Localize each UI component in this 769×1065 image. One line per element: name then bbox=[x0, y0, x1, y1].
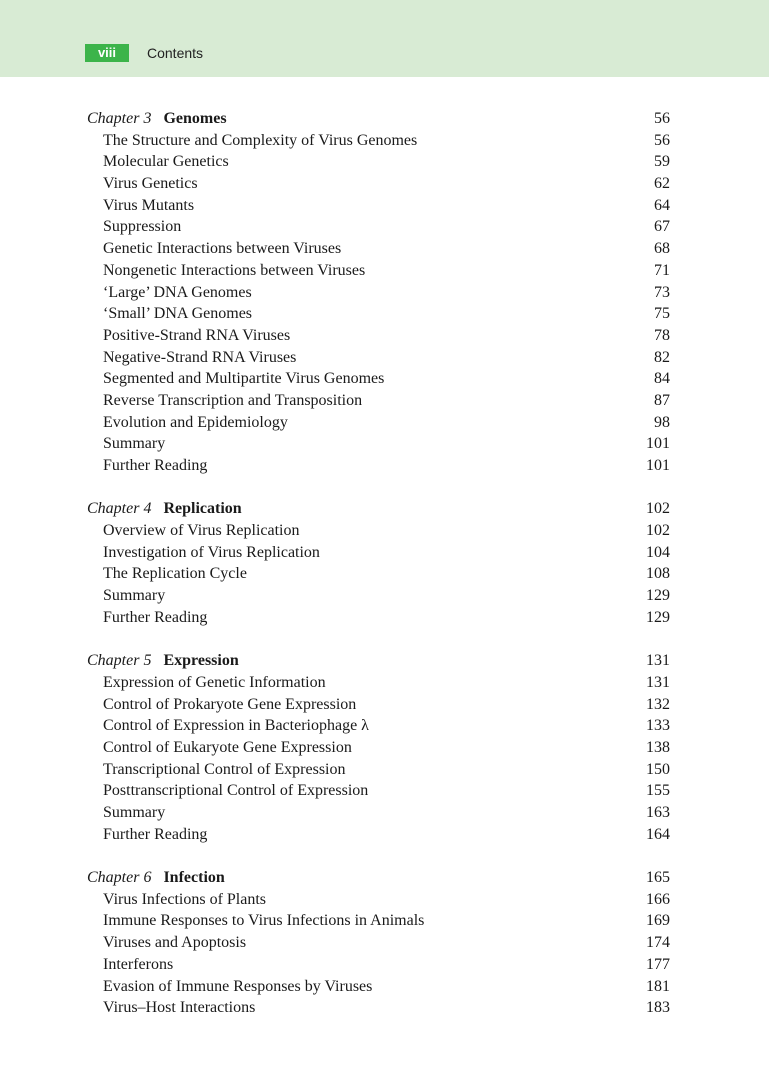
toc-entry[interactable] bbox=[87, 130, 670, 152]
toc-entry-page-number: 169 bbox=[646, 912, 670, 930]
chapter-block bbox=[87, 108, 670, 477]
toc-entry[interactable] bbox=[87, 238, 670, 260]
toc-entry-page-number: 166 bbox=[646, 890, 670, 908]
toc-entry[interactable] bbox=[87, 368, 670, 390]
toc-entry-title: Control of Expression in Bacteriophage λ bbox=[103, 717, 369, 735]
toc-entry[interactable] bbox=[87, 585, 670, 607]
toc-entry-page-number: 84 bbox=[654, 370, 670, 388]
toc-entry[interactable] bbox=[87, 759, 670, 781]
toc-entry-page-number: 68 bbox=[654, 240, 670, 258]
toc-entry-title: Negative-Strand RNA Viruses bbox=[103, 348, 297, 366]
toc-entry-page-number: 133 bbox=[646, 717, 670, 735]
toc-entry[interactable] bbox=[87, 976, 670, 998]
toc-entry-title: Interferons bbox=[103, 955, 174, 973]
chapter-page-number: 56 bbox=[654, 110, 670, 127]
toc-entry[interactable] bbox=[87, 997, 670, 1019]
toc-entry-page-number: 174 bbox=[646, 934, 670, 952]
toc-entry[interactable] bbox=[87, 260, 670, 282]
chapter-page-number: 165 bbox=[646, 869, 670, 887]
toc-entry[interactable] bbox=[87, 563, 670, 585]
table-of-contents bbox=[87, 108, 670, 1041]
toc-entry-page-number: 71 bbox=[654, 261, 670, 279]
toc-entry[interactable] bbox=[87, 151, 670, 173]
toc-entry-page-number: 101 bbox=[646, 457, 670, 474]
chapter-number: Chapter 4 bbox=[87, 500, 152, 518]
toc-entry[interactable] bbox=[87, 932, 670, 954]
chapter-number: Chapter 6 bbox=[87, 869, 152, 887]
toc-entry-title: Evasion of Immune Responses by Viruses bbox=[103, 977, 373, 995]
chapter-page-number: 131 bbox=[646, 652, 670, 670]
toc-entry[interactable] bbox=[87, 216, 670, 238]
toc-entry[interactable] bbox=[87, 824, 670, 846]
toc-entry-title: Virus Mutants bbox=[103, 196, 195, 214]
toc-entry-page-number: 108 bbox=[646, 565, 670, 583]
toc-entry-page-number: 75 bbox=[654, 305, 670, 323]
toc-entry-page-number: 56 bbox=[654, 131, 670, 149]
toc-entry-title: Genetic Interactions between Viruses bbox=[103, 240, 342, 258]
toc-entry[interactable] bbox=[87, 954, 670, 976]
toc-entry-page-number: 131 bbox=[646, 673, 670, 691]
toc-entry-page-number: 101 bbox=[646, 435, 670, 453]
running-header bbox=[0, 0, 769, 77]
toc-entry[interactable] bbox=[87, 802, 670, 824]
toc-entry-title: Further Reading bbox=[103, 608, 208, 626]
toc-entry-page-number: 177 bbox=[646, 955, 670, 973]
chapter-heading[interactable] bbox=[87, 650, 670, 672]
toc-entry[interactable] bbox=[87, 325, 670, 347]
toc-entry-page-number: 78 bbox=[654, 326, 670, 344]
toc-entry-title: Viruses and Apoptosis bbox=[103, 934, 247, 952]
chapter-title: Infection bbox=[163, 869, 225, 887]
toc-entry-title: Immune Responses to Virus Infections in Animals bbox=[103, 912, 425, 930]
toc-entry-page-number: 73 bbox=[654, 283, 670, 301]
chapter-block bbox=[87, 867, 670, 1019]
toc-entry[interactable] bbox=[87, 542, 670, 564]
toc-entry[interactable] bbox=[87, 390, 670, 412]
toc-entry-page-number: 129 bbox=[646, 608, 670, 626]
chapter-title: Genomes bbox=[163, 110, 227, 127]
toc-entry-title: Overview of Virus Replication bbox=[103, 522, 300, 540]
toc-entry-page-number: 132 bbox=[646, 695, 670, 713]
toc-entry-title: Segmented and Multipartite Virus Genomes bbox=[103, 370, 385, 388]
toc-entry-title: Summary bbox=[103, 587, 166, 605]
toc-entry[interactable] bbox=[87, 672, 670, 694]
toc-entry[interactable] bbox=[87, 347, 670, 369]
toc-entry-title: Virus Genetics bbox=[103, 175, 198, 193]
chapter-title: Replication bbox=[163, 500, 242, 518]
toc-entry-title: Investigation of Virus Replication bbox=[103, 543, 320, 561]
toc-entry[interactable] bbox=[87, 520, 670, 542]
toc-entry[interactable] bbox=[87, 737, 670, 759]
toc-entry-title: Virus–Host Interactions bbox=[103, 999, 256, 1017]
toc-entry-title: Expression of Genetic Information bbox=[103, 673, 326, 691]
toc-entry[interactable] bbox=[87, 282, 670, 304]
toc-entry-page-number: 138 bbox=[646, 738, 670, 756]
chapter-number: Chapter 3 bbox=[87, 110, 152, 127]
toc-entry[interactable] bbox=[87, 780, 670, 802]
toc-entry-page-number: 183 bbox=[646, 999, 670, 1017]
chapter-block bbox=[87, 650, 670, 845]
toc-entry-title: Control of Eukaryote Gene Expression bbox=[103, 738, 352, 756]
chapter-block bbox=[87, 498, 670, 628]
toc-entry-title: Further Reading bbox=[103, 825, 208, 843]
page-number-badge: viii bbox=[85, 44, 129, 62]
toc-entry-page-number: 59 bbox=[654, 153, 670, 171]
chapter-number: Chapter 5 bbox=[87, 652, 152, 670]
toc-entry[interactable] bbox=[87, 889, 670, 911]
running-header-title: Contents bbox=[147, 45, 204, 61]
toc-entry[interactable] bbox=[87, 455, 670, 477]
toc-entry-title: Reverse Transcription and Transposition bbox=[103, 391, 363, 409]
toc-entry-page-number: 87 bbox=[654, 391, 670, 409]
toc-entry-title: Molecular Genetics bbox=[103, 153, 229, 171]
toc-entry-title: Virus Infections of Plants bbox=[103, 890, 267, 908]
toc-entry[interactable] bbox=[87, 195, 670, 217]
toc-entry[interactable] bbox=[87, 715, 670, 737]
toc-entry-page-number: 64 bbox=[654, 196, 670, 214]
toc-entry-title: The Structure and Complexity of Virus Genomes bbox=[103, 131, 418, 149]
toc-entry-title: Summary bbox=[103, 435, 166, 453]
toc-entry-page-number: 82 bbox=[654, 348, 670, 366]
toc-entry[interactable] bbox=[87, 412, 670, 434]
toc-entry-title: The Replication Cycle bbox=[103, 565, 247, 583]
toc-entry[interactable] bbox=[87, 173, 670, 195]
toc-entry-page-number: 155 bbox=[646, 782, 670, 800]
toc-entry-title: Transcriptional Control of Expression bbox=[103, 760, 346, 778]
toc-entry[interactable] bbox=[87, 433, 670, 455]
toc-entry-title: Nongenetic Interactions between Viruses bbox=[103, 261, 366, 279]
toc-entry-page-number: 129 bbox=[646, 587, 670, 605]
toc-entry-page-number: 98 bbox=[654, 413, 670, 431]
toc-entry[interactable] bbox=[87, 910, 670, 932]
toc-entry-page-number: 181 bbox=[646, 977, 670, 995]
chapter-title: Expression bbox=[163, 652, 239, 670]
toc-entry-page-number: 163 bbox=[646, 804, 670, 821]
toc-entry-title: Evolution and Epidemiology bbox=[103, 413, 288, 431]
toc-entry-title: ‘Large’ DNA Genomes bbox=[103, 283, 252, 301]
toc-entry-title: Control of Prokaryote Gene Expression bbox=[103, 695, 357, 713]
chapter-heading[interactable] bbox=[87, 108, 670, 130]
chapter-heading[interactable] bbox=[87, 867, 670, 889]
toc-entry-title: Further Reading bbox=[103, 457, 208, 474]
toc-entry-page-number: 62 bbox=[654, 175, 670, 193]
toc-entry-page-number: 164 bbox=[646, 825, 670, 843]
toc-entry[interactable] bbox=[87, 607, 670, 629]
toc-entry-page-number: 150 bbox=[646, 760, 670, 778]
toc-entry-page-number: 104 bbox=[646, 543, 670, 561]
toc-entry-title: Suppression bbox=[103, 218, 182, 236]
toc-entry-title: Summary bbox=[103, 804, 166, 821]
toc-entry[interactable] bbox=[87, 694, 670, 716]
toc-entry-title: ‘Small’ DNA Genomes bbox=[103, 305, 253, 323]
toc-entry-title: Positive-Strand RNA Viruses bbox=[103, 326, 291, 344]
chapter-page-number: 102 bbox=[646, 500, 670, 518]
chapter-heading[interactable] bbox=[87, 498, 670, 520]
toc-entry[interactable] bbox=[87, 303, 670, 325]
toc-entry-page-number: 67 bbox=[654, 218, 670, 236]
toc-entry-page-number: 102 bbox=[646, 522, 670, 540]
toc-entry-title: Posttranscriptional Control of Expression bbox=[103, 782, 369, 800]
